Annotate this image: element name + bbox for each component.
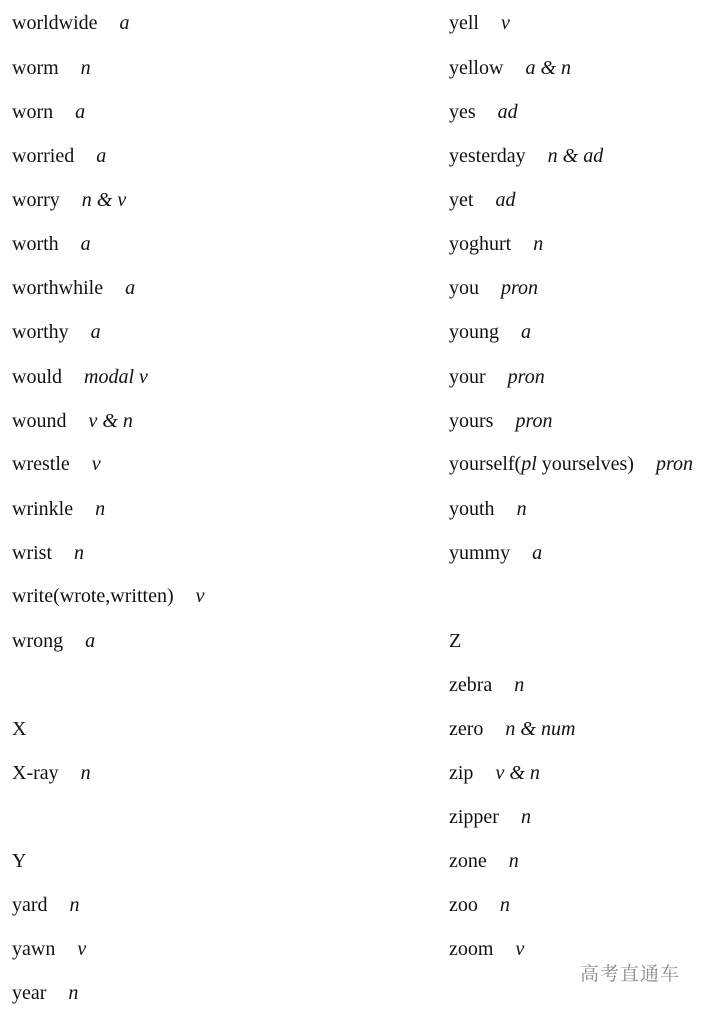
entry-yourself bbox=[449, 452, 693, 476]
entry-worldwide bbox=[12, 11, 130, 35]
entry-pos: v bbox=[501, 12, 510, 34]
entry-zebra bbox=[449, 673, 524, 697]
entry-zone bbox=[449, 849, 519, 873]
entry-yawn bbox=[12, 937, 86, 961]
entry-word: young bbox=[449, 321, 499, 343]
entry-pos: pron bbox=[507, 366, 545, 388]
entry-worth bbox=[12, 232, 91, 256]
entry-wrong bbox=[12, 629, 95, 653]
entry-word: wrinkle bbox=[12, 498, 74, 520]
entry-word: wound bbox=[12, 410, 67, 432]
entry-pos: a bbox=[85, 630, 96, 652]
entry-pos: a bbox=[119, 12, 130, 34]
entry-pos: n bbox=[520, 806, 531, 828]
entry-worry bbox=[12, 188, 126, 212]
entry-word-italic: pl bbox=[521, 453, 537, 475]
entry-pos: pron bbox=[515, 410, 553, 432]
entry-word: worm bbox=[12, 57, 59, 79]
entry-word: write(wrote,written) bbox=[12, 585, 174, 607]
entry-word: year bbox=[12, 982, 47, 1004]
entry-pos: v & n bbox=[495, 762, 540, 784]
entry-word: yoghurt bbox=[449, 233, 512, 255]
entry-word: worry bbox=[12, 189, 60, 211]
entry-yard bbox=[12, 893, 80, 917]
entry-word: your bbox=[449, 366, 486, 388]
entry-worthy bbox=[12, 320, 101, 344]
entry-yours bbox=[449, 409, 553, 433]
entry-word: yesterday bbox=[449, 145, 526, 167]
entry-word: yummy bbox=[449, 542, 511, 564]
entry-pos: n bbox=[80, 762, 91, 784]
entry-would bbox=[12, 365, 148, 389]
entry-yellow bbox=[449, 56, 571, 80]
entry-pos: n bbox=[514, 674, 525, 696]
entry-worn bbox=[12, 100, 85, 124]
entry-pos: a bbox=[532, 542, 543, 564]
entry-pos: v bbox=[91, 453, 101, 475]
entry-pos: n & ad bbox=[547, 145, 604, 167]
entry-word: yawn bbox=[12, 938, 56, 960]
entry-word: wrestle bbox=[12, 453, 70, 475]
entry-yoghurt bbox=[449, 232, 543, 256]
entry-word: zoo bbox=[449, 894, 478, 916]
entry-pos: v bbox=[515, 938, 525, 960]
entry-yell bbox=[449, 11, 510, 35]
entry-word: zero bbox=[449, 718, 484, 740]
entry-pos: n bbox=[95, 498, 106, 520]
entry-pos: n bbox=[68, 982, 79, 1004]
entry-pos: a bbox=[125, 277, 136, 299]
entry-word: worldwide bbox=[12, 12, 98, 34]
entry-pos: n bbox=[508, 850, 519, 872]
entry-pos: v bbox=[77, 938, 87, 960]
entry-pos: n bbox=[533, 233, 544, 255]
entry-word: yet bbox=[449, 189, 474, 211]
entry-word: youth bbox=[449, 498, 495, 520]
entry-word: wrong bbox=[12, 630, 64, 652]
entry-pos: a bbox=[75, 101, 86, 123]
entry-word: X-ray bbox=[12, 762, 59, 784]
entry-wrist bbox=[12, 541, 84, 565]
section-heading-x: X bbox=[12, 718, 27, 740]
entry-wound bbox=[12, 409, 133, 433]
entry-worm bbox=[12, 56, 91, 80]
entry-word: yours bbox=[449, 410, 494, 432]
entry-pos: v bbox=[195, 585, 205, 607]
entry-zoom bbox=[449, 937, 524, 961]
entry-pos: ad bbox=[497, 101, 518, 123]
entry-pos: n bbox=[69, 894, 80, 916]
entry-word: zoom bbox=[449, 938, 494, 960]
entry-zero bbox=[449, 717, 575, 741]
entry-pos: ad bbox=[495, 189, 516, 211]
entry-yes bbox=[449, 100, 518, 124]
entry-pos: modal v bbox=[84, 366, 148, 388]
entry-write bbox=[12, 584, 205, 608]
entry-yesterday bbox=[449, 144, 603, 168]
entry-wrestle bbox=[12, 452, 101, 476]
entry-zipper bbox=[449, 805, 531, 829]
entry-word: worth bbox=[12, 233, 59, 255]
entry-pos: a bbox=[80, 233, 91, 255]
entry-pos: n bbox=[74, 542, 84, 564]
entry-word: zipper bbox=[449, 806, 499, 828]
entry-pos: pron bbox=[501, 277, 539, 299]
entry-word: yellow bbox=[449, 57, 504, 79]
entry-pos: a bbox=[521, 321, 531, 343]
entry-pos: pron bbox=[655, 453, 694, 475]
entry-young bbox=[449, 320, 531, 344]
entry-word: worthwhile bbox=[12, 277, 104, 299]
entry-word: worried bbox=[12, 145, 75, 167]
entry-wrinkle bbox=[12, 497, 105, 521]
entry-word: yard bbox=[12, 894, 48, 916]
entry-word bbox=[449, 453, 634, 475]
entry-worthwhile bbox=[12, 276, 135, 300]
entry-word: wrist bbox=[12, 542, 52, 564]
entry-pos: n & v bbox=[81, 189, 127, 211]
entry-zip bbox=[449, 761, 540, 785]
entry-pos: n & num bbox=[505, 718, 576, 740]
entry-worried bbox=[12, 144, 106, 168]
entry-year bbox=[12, 981, 78, 1005]
entry-pos: n bbox=[516, 498, 527, 520]
entry-pos: v & n bbox=[88, 410, 133, 432]
entry-word-suffix: yourselves) bbox=[536, 453, 634, 475]
entry-you bbox=[449, 276, 538, 300]
entry-your bbox=[449, 365, 545, 389]
entry-pos: n bbox=[80, 57, 91, 79]
section-heading-y: Y bbox=[12, 850, 27, 872]
entry-youth bbox=[449, 497, 527, 521]
entry-word: zone bbox=[449, 850, 487, 872]
watermark-text: 高考直通车 bbox=[580, 963, 681, 985]
entry-pos: a bbox=[90, 321, 101, 343]
entry-yummy bbox=[449, 541, 542, 565]
entry-pos: a bbox=[96, 145, 107, 167]
entry-word: zebra bbox=[449, 674, 493, 696]
entry-word: yes bbox=[449, 101, 476, 123]
entry-yet bbox=[449, 188, 515, 212]
entry-zoo bbox=[449, 893, 510, 917]
entry-x-ray bbox=[12, 761, 91, 785]
entry-word: you bbox=[449, 277, 479, 299]
entry-pos: n bbox=[499, 894, 510, 916]
entry-word: zip bbox=[449, 762, 474, 784]
section-heading-z: Z bbox=[449, 630, 462, 652]
entry-word-prefix: yourself( bbox=[449, 453, 522, 475]
entry-word: worn bbox=[12, 101, 54, 123]
entry-word: worthy bbox=[12, 321, 69, 343]
entry-word: yell bbox=[449, 12, 479, 34]
entry-word: would bbox=[12, 366, 62, 388]
entry-pos: a & n bbox=[525, 57, 571, 79]
